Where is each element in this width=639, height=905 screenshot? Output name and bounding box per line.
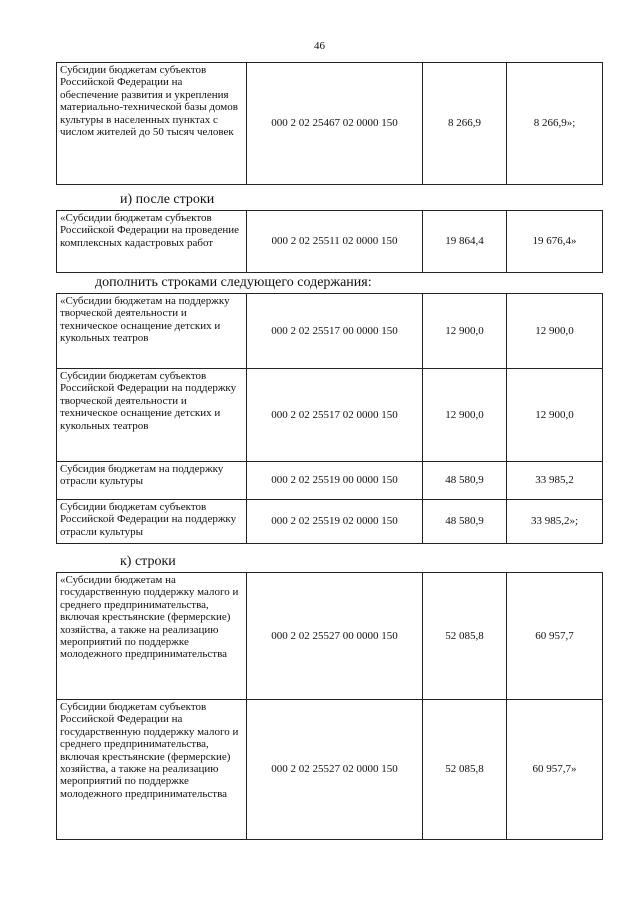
row-value-1: 12 900,0	[423, 369, 507, 462]
row-value-2: 8 266,9»;	[507, 63, 603, 185]
row-value-2: 60 957,7»	[507, 700, 603, 840]
row-name: «Субсидии бюджетам субъектов Российской Федерации на проведение комплексных кадастровых работ	[57, 211, 247, 273]
row-name: Субсидии бюджетам субъектов Российской Федерации на государственную поддержку малого и среднего предпринимательства, включая крестьянские (фермерские) хозяйства, а также на реализацию мероприятий по поддержке молодежного предпринимательства	[57, 700, 247, 840]
row-name: «Субсидии бюджетам на государственную поддержку малого и среднего предпринимательства, включая крестьянские (фермерские) хозяйства, а также на реализацию мероприятий по поддержке молодежного предпринимательства	[57, 573, 247, 700]
table-row	[57, 294, 603, 369]
row-code: 000 2 02 25519 00 0000 150	[247, 462, 423, 500]
table-row	[57, 573, 603, 700]
row-name: «Субсидии бюджетам на поддержку творческой деятельности и техническое оснащение детских и кукольных театров	[57, 294, 247, 369]
row-value-2: 33 985,2	[507, 462, 603, 500]
row-value-1: 48 580,9	[423, 500, 507, 544]
row-code: 000 2 02 25467 02 0000 150	[247, 63, 423, 185]
row-value-2: 12 900,0	[507, 294, 603, 369]
row-name: Субсидии бюджетам субъектов Российской Федерации на обеспечение развития и укрепления материально-технической базы домов культуры в населенных пунктах с числом жителей до 50 тысяч человек	[57, 63, 247, 185]
row-code: 000 2 02 25527 00 0000 150	[247, 573, 423, 700]
row-code: 000 2 02 25511 02 0000 150	[247, 211, 423, 273]
table-row	[57, 700, 603, 840]
row-value-1: 48 580,9	[423, 462, 507, 500]
row-code: 000 2 02 25517 00 0000 150	[247, 294, 423, 369]
row-value-1: 8 266,9	[423, 63, 507, 185]
row-value-2: 60 957,7	[507, 573, 603, 700]
budget-table-3	[56, 293, 603, 544]
row-name: Субсидия бюджетам на поддержку отрасли культуры	[57, 462, 247, 500]
instruction-rows: к) строки	[120, 554, 176, 569]
table-row	[57, 211, 603, 273]
table-row	[57, 63, 603, 185]
row-value-2: 33 985,2»;	[507, 500, 603, 544]
row-value-2: 19 676,4»	[507, 211, 603, 273]
budget-table-4	[56, 572, 603, 840]
table-row	[57, 500, 603, 544]
table-row	[57, 462, 603, 500]
budget-table-1	[56, 62, 603, 185]
page-number: 46	[314, 40, 325, 52]
row-name: Субсидии бюджетам субъектов Российской Федерации на поддержку отрасли культуры	[57, 500, 247, 544]
instruction-add-rows: дополнить строками следующего содержания:	[95, 275, 372, 290]
instruction-after-row: и) после строки	[120, 192, 215, 207]
row-code: 000 2 02 25519 02 0000 150	[247, 500, 423, 544]
row-value-1: 52 085,8	[423, 700, 507, 840]
row-value-1: 12 900,0	[423, 294, 507, 369]
row-value-2: 12 900,0	[507, 369, 603, 462]
row-code: 000 2 02 25527 02 0000 150	[247, 700, 423, 840]
budget-table-2	[56, 210, 603, 273]
row-code: 000 2 02 25517 02 0000 150	[247, 369, 423, 462]
row-value-1: 52 085,8	[423, 573, 507, 700]
row-value-1: 19 864,4	[423, 211, 507, 273]
row-name: Субсидии бюджетам субъектов Российской Федерации на поддержку творческой деятельности и техническое оснащение детских и кукольных театров	[57, 369, 247, 462]
table-row	[57, 369, 603, 462]
